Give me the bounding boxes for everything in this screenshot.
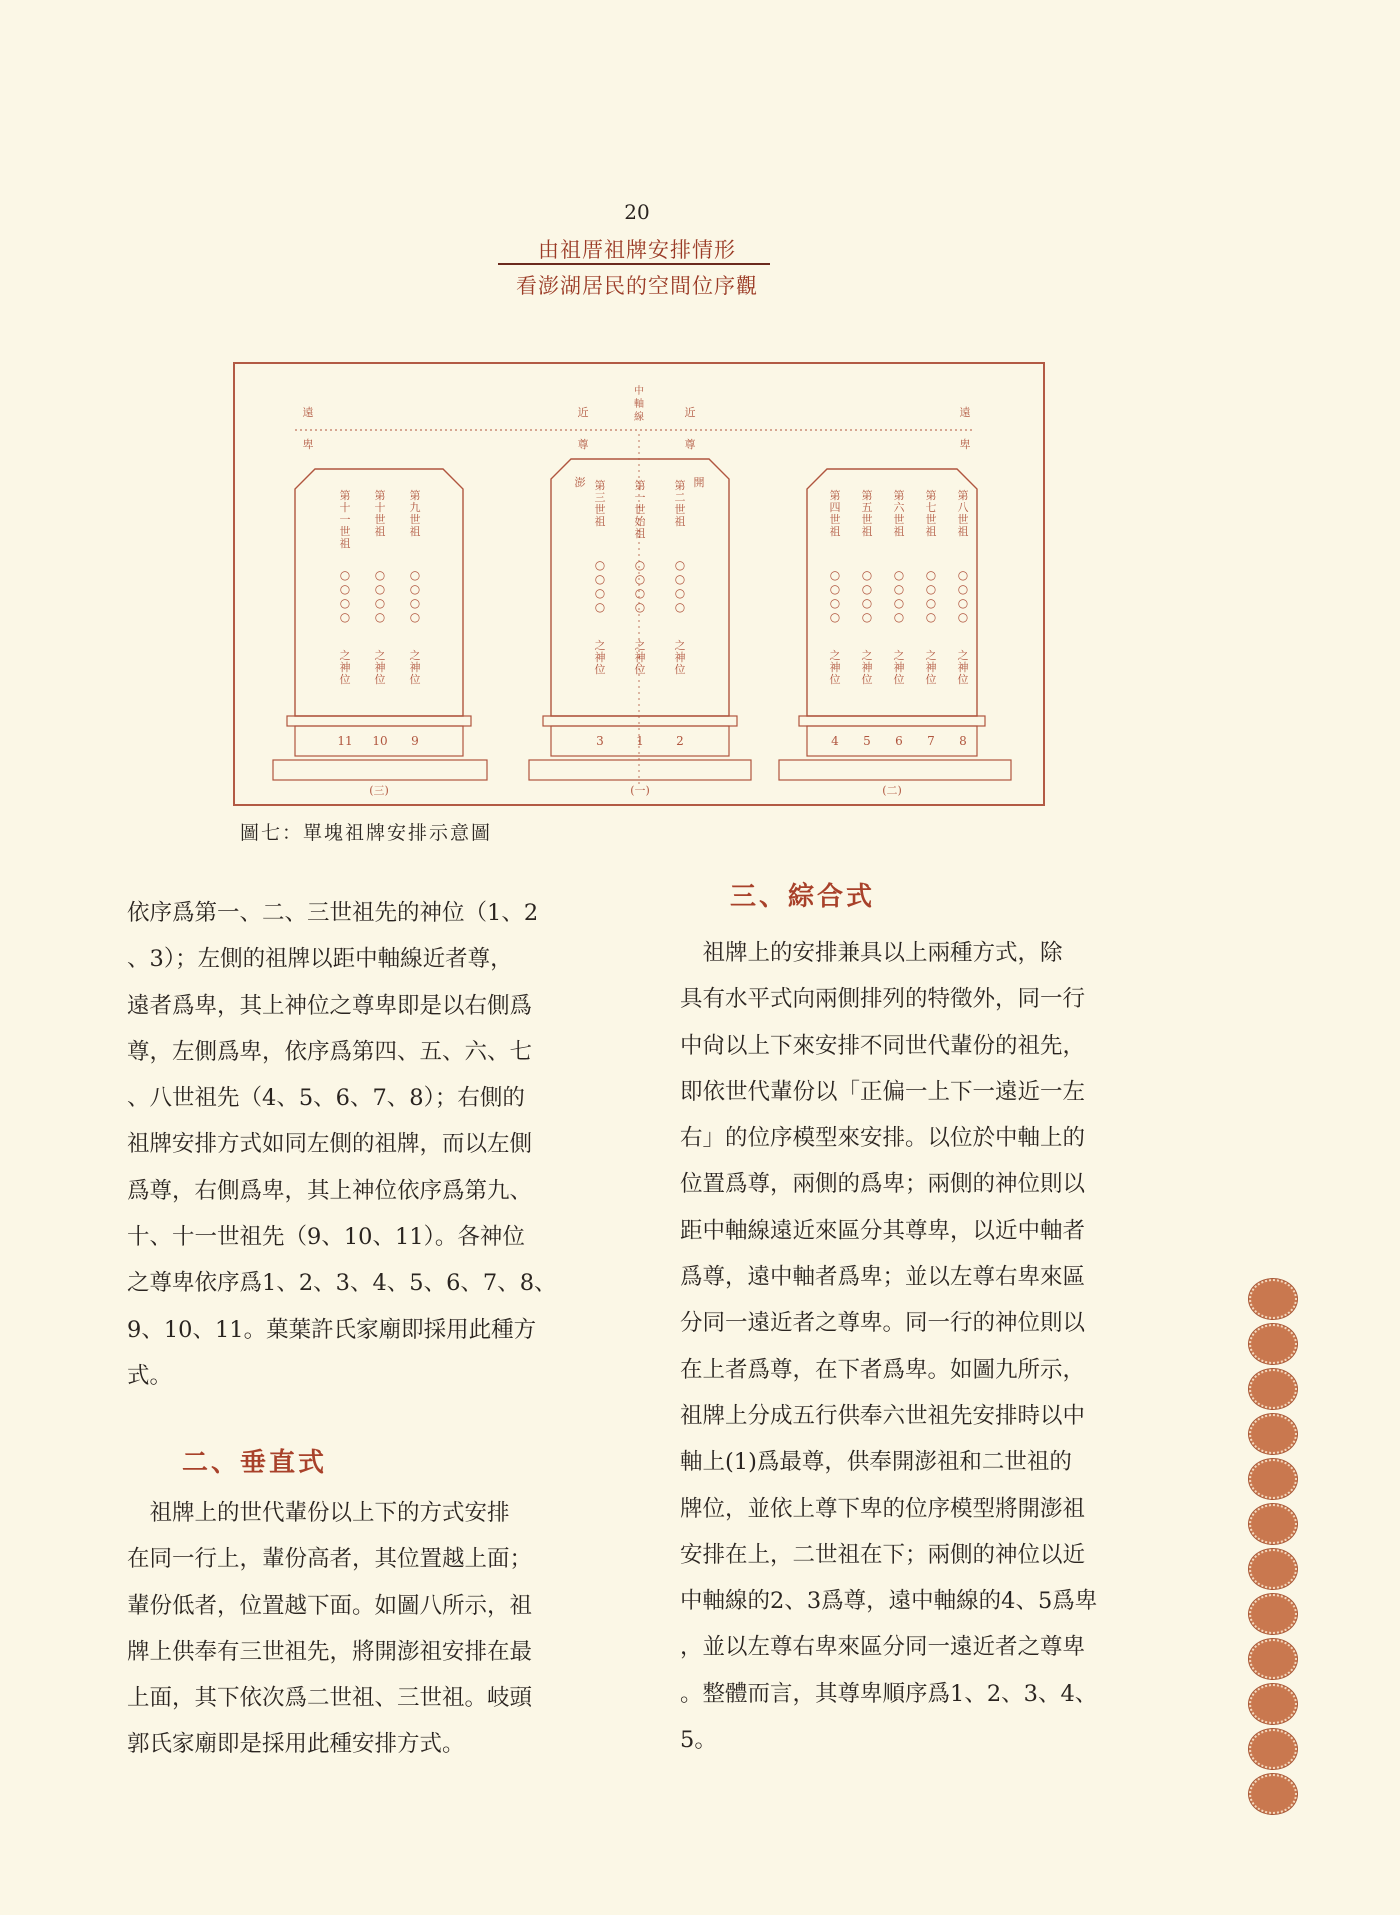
slot-suffix: 之神位 (893, 649, 905, 686)
slot-title: 第三世祖 (594, 479, 606, 528)
text-line: 9、10、11。菓葉許氏家廟即採用此種方 (127, 1316, 537, 1343)
text-line: 祖牌上的世代輩份以上下的方式安排 (127, 1500, 510, 1526)
high-label: 尊 (684, 438, 696, 451)
text-line: 5。 (680, 1727, 717, 1754)
tablet-label: (一) (630, 784, 650, 797)
text-line: 遠者爲卑，其上神位之尊卑即是以右側爲 (127, 992, 533, 1019)
slot-number: 8 (959, 734, 967, 748)
text-line: 。整體而言，其尊卑順序爲1、2、3、4、 (680, 1680, 1098, 1707)
slot-number: 5 (863, 734, 871, 748)
slot-suffix: 之神位 (374, 649, 386, 686)
text-line: 、3）；左側的祖牌以距中軸線近者尊， (127, 946, 513, 973)
text-line: 在上者爲尊，在下者爲卑。如圖九所示， (680, 1356, 1086, 1383)
seal-icon (1248, 1368, 1298, 1410)
figure-caption: 圖七：單塊祖牌安排示意圖 (240, 822, 493, 844)
running-title-line2: 看澎湖居民的空間位序觀 (516, 274, 758, 298)
slot-suffix: 之神位 (409, 649, 421, 686)
running-title-line1: 由祖厝祖牌安排情形 (538, 238, 736, 262)
text-line: 輩份低者，位置越下面。如圖八所示，祖 (127, 1592, 533, 1619)
slot-title: 第五世祖 (861, 489, 873, 538)
tablet-ledge (799, 716, 985, 726)
page-number: 20 (624, 200, 650, 224)
seal-icon (1248, 1503, 1298, 1545)
slot-title: 第六世祖 (893, 489, 905, 538)
text-line: 位置爲尊，兩側的爲卑；兩側的神位則以 (680, 1171, 1086, 1198)
tablet-base (273, 760, 487, 780)
text-line: 分同一遠近者之尊卑。同一行的神位則以 (680, 1310, 1086, 1337)
seal-icon (1248, 1278, 1298, 1320)
text-line: 十、十一世祖先（9、10、11）。各神位 (127, 1224, 525, 1251)
figure-frame (233, 362, 1045, 806)
tablet-ledge (543, 716, 737, 726)
slot-placeholder: ○ ○ ○ ○ (674, 558, 686, 614)
far-label: 遠 (959, 406, 971, 419)
section-heading-combined: 三、綜合式 (730, 882, 876, 912)
seal-icon (1248, 1773, 1298, 1815)
seal-icon (1248, 1593, 1298, 1635)
slot-title: 第二世祖 (674, 479, 686, 528)
tablet-label: (三) (369, 784, 389, 797)
text-line: 、八世祖先（4、5、6、7、8）；右側的 (127, 1085, 525, 1112)
seal-icon (1248, 1458, 1298, 1500)
slot-number: 6 (895, 734, 903, 748)
slot-suffix: 之神位 (634, 639, 646, 676)
slot-title: 第八世祖 (957, 489, 969, 538)
text-line: 具有水平式向兩側排列的特徵外，同一行 (680, 986, 1086, 1013)
slot-title: 第十一世祖 (339, 489, 351, 550)
text-line: 安排在上，二世祖在下；兩側的神位以近 (680, 1541, 1086, 1568)
open-label: 開 (693, 476, 705, 489)
left-column-section-text (127, 1490, 597, 1768)
slot-placeholder: ○ ○ ○ ○ (893, 568, 905, 624)
slot-number: 4 (831, 734, 839, 748)
slot-placeholder: ○ ○ ○ ○ (634, 558, 646, 614)
open-label: 澎 (574, 476, 586, 489)
slot-placeholder: ○ ○ ○ ○ (925, 568, 937, 624)
tablet-base (779, 760, 1011, 780)
text-line: 祖牌安排方式如同左側的祖牌，而以左側 (127, 1131, 533, 1158)
decorative-seal-strip (1248, 1278, 1300, 1818)
text-line: 爲尊，右側爲卑，其上神位依序爲第九、 (127, 1177, 533, 1204)
slot-placeholder: ○ ○ ○ ○ (409, 568, 421, 624)
slot-title: 第七世祖 (925, 489, 937, 538)
seal-icon (1248, 1683, 1298, 1725)
axis-label: 中軸線 (634, 386, 644, 423)
text-line: 依序爲第一、二、三世祖先的神位（1、2 (127, 900, 539, 926)
right-column-text (680, 930, 1150, 1763)
tablet-base (529, 760, 751, 780)
slot-placeholder: ○ ○ ○ ○ (957, 568, 969, 624)
text-line: 祖牌上分成五行供奉六世祖先安排時以中 (680, 1402, 1086, 1429)
slot-placeholder: ○ ○ ○ ○ (594, 558, 606, 614)
slot-number: 3 (596, 734, 604, 748)
left-column-text (127, 890, 597, 1399)
seal-icon (1248, 1728, 1298, 1770)
low-label: 卑 (959, 438, 971, 451)
seal-icon (1248, 1413, 1298, 1455)
slot-suffix: 之神位 (829, 649, 841, 686)
slot-placeholder: ○ ○ ○ ○ (829, 568, 841, 624)
slot-number: 2 (676, 734, 684, 748)
text-line: 牌上供奉有三世祖先，將開澎祖安排在最 (127, 1638, 533, 1665)
text-line: 在同一行上，輩份高者，其位置越上面； (127, 1546, 533, 1573)
slot-number: 7 (927, 734, 935, 748)
near-label: 近 (577, 406, 589, 419)
slot-placeholder: ○ ○ ○ ○ (339, 568, 351, 624)
low-label: 卑 (302, 438, 314, 451)
text-line: 距中軸線遠近來區分其尊卑，以近中軸者 (680, 1217, 1086, 1244)
text-line: ，並以左尊右卑來區分同一遠近者之尊卑 (680, 1634, 1086, 1661)
slot-title: 第一世始祖 (634, 479, 646, 540)
slot-title: 第九世祖 (409, 489, 421, 538)
slot-number: 11 (337, 734, 353, 748)
seal-icon (1248, 1548, 1298, 1590)
slot-title: 第十世祖 (374, 489, 386, 538)
tablet-ledge (287, 716, 471, 726)
tablet-label: (二) (882, 784, 902, 797)
text-line: 郭氏家廟即是採用此種安排方式。 (127, 1731, 465, 1758)
text-line: 右」的位序模型來安排。以位於中軸上的 (680, 1125, 1086, 1152)
text-line: 尊，左側爲卑，依序爲第四、五、六、七 (127, 1038, 533, 1065)
figure-diagram (235, 364, 1043, 804)
text-line: 牌位，並依上尊下卑的位序模型將開澎祖 (680, 1495, 1086, 1522)
text-line: 上面，其下依次爲二世祖、三世祖。岐頭 (127, 1685, 533, 1712)
text-line: 中尙以上下來安排不同世代輩份的祖先， (680, 1032, 1086, 1059)
slot-suffix: 之神位 (339, 649, 351, 686)
slot-suffix: 之神位 (925, 649, 937, 686)
text-line: 式。 (127, 1362, 173, 1389)
slot-placeholder: ○ ○ ○ ○ (374, 568, 386, 624)
text-line: 祖牌上的安排兼具以上兩種方式，除 (680, 940, 1063, 966)
slot-placeholder: ○ ○ ○ ○ (861, 568, 873, 624)
slot-suffix: 之神位 (861, 649, 873, 686)
section-heading-vertical: 二、垂直式 (182, 1448, 328, 1478)
near-label: 近 (684, 406, 696, 419)
high-label: 尊 (577, 438, 589, 451)
slot-number: 9 (411, 734, 419, 748)
text-line: 軸上(1)爲最尊，供奉開澎祖和二世祖的 (680, 1449, 1072, 1476)
slot-suffix: 之神位 (674, 639, 686, 676)
text-line: 中軸線的2、3爲尊，遠中軸線的4、5爲卑 (680, 1588, 1098, 1615)
text-line: 之尊卑依序爲1、2、3、4、5、6、7、8、 (127, 1270, 557, 1297)
slot-suffix: 之神位 (594, 639, 606, 676)
slot-suffix: 之神位 (957, 649, 969, 686)
slot-number: 10 (372, 734, 388, 748)
seal-icon (1248, 1638, 1298, 1680)
far-label: 遠 (302, 406, 314, 419)
text-line: 爲尊，遠中軸者爲卑；並以左尊右卑來區 (680, 1264, 1086, 1291)
seal-icon (1248, 1323, 1298, 1365)
slot-title: 第四世祖 (829, 489, 841, 538)
title-rule (498, 263, 770, 265)
slot-number: 1 (636, 734, 644, 748)
text-line: 即依世代輩份以「正偏一上下一遠近一左 (680, 1078, 1086, 1105)
